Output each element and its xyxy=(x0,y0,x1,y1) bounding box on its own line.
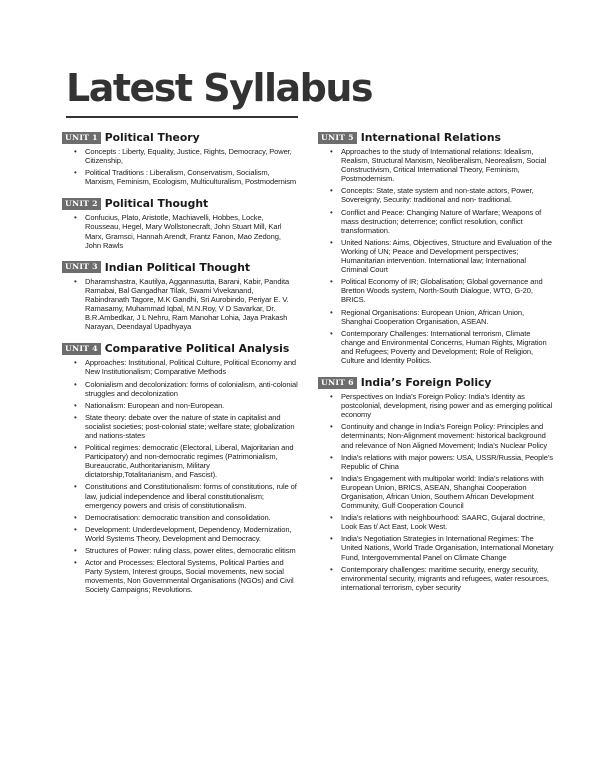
unit-badge: UNIT 3 xyxy=(62,261,101,273)
topic-item: • India’s Negotiation Strategies in International Regimes: The United Nations, World Trade Organisation, International Monetary Fund, Intergovernmental Panel on Climate Change xyxy=(330,534,554,561)
topic-item: • India’s relations with neighbourhood: SAARC, Gujaral doctrine, Look Eas t/ Act East, Look West. xyxy=(330,513,554,531)
unit-header xyxy=(62,131,298,144)
unit-badge: UNIT 4 xyxy=(62,343,101,355)
topic-item: • Approaches: Institutional, Political Culture, Political Economy and New Institutionalism; Comparative Methods xyxy=(74,358,298,376)
unit-title: Indian Political Thought xyxy=(104,260,251,274)
unit-section xyxy=(318,376,554,592)
unit-badge: UNIT 1 xyxy=(62,132,101,144)
page-title: Latest Syllabus xyxy=(66,66,373,110)
topic-item: • Actor and Processes: Electoral Systems, Political Parties and Party System, Interest groups, Social movements, new social movements, Non Governmental Organisations (NGOs) and Civil Society Campaigns; Revolutions. xyxy=(74,558,298,594)
topic-item: • Political Economy of IR; Globalisation; Global governance and Bretton Woods system, North-South Dialogue, WTO, G-20, BRICS. xyxy=(330,277,554,304)
topic-item: • Perspectives on India’s Foreign Policy: India’s Identity as postcolonial, development, rising power and as emerging political economy xyxy=(330,392,554,419)
topic-item: • Concepts : Liberty, Equality, Justice, Rights, Democracy, Power, Citizenship, xyxy=(74,147,298,165)
unit-badge: UNIT 5 xyxy=(318,132,357,144)
topic-item: • Political Traditions : Liberalism, Conservatism, Socialism, Marxism, Feminism, Ecologism, Multiculturalism, Postmodernism xyxy=(74,168,298,186)
topic-list xyxy=(62,213,298,249)
unit-section xyxy=(318,131,554,365)
topic-item: • Political regimes: democratic (Electoral, Liberal, Majoritarian and Participatory) and non-democratic regimes (Patrimonialism, Bureaucratic, Authoritarianism, Military dictatorship,Totalitarianism, and Fascist). xyxy=(74,443,298,479)
unit-title: Comparative Political Analysis xyxy=(104,342,290,356)
unit-section xyxy=(62,261,298,332)
unit-section xyxy=(62,197,298,249)
topic-list xyxy=(62,147,298,186)
unit-header xyxy=(318,376,554,389)
topic-item: • Approaches to the study of International relations: Idealism, Realism, Structural Marxism, Neoliberalism, Neorealism, Social Constructivism, Critical International Theory, Feminism, Postmodernism. xyxy=(330,147,554,183)
right-column xyxy=(318,131,554,603)
title-underline xyxy=(66,116,298,118)
topic-item: • Colonialism and decolonization: forms of colonialism, anti-colonial struggles and decolonization xyxy=(74,380,298,398)
unit-badge: UNIT 2 xyxy=(62,198,101,210)
topic-item: • Contemporary challenges: maritime security, energy security, environmental security, migrants and refugees, water resources, international terrorism, cyber security xyxy=(330,565,554,592)
topic-list xyxy=(318,147,554,365)
topic-list xyxy=(318,392,554,592)
topic-item: • Contemporary Challenges: International terrorism, Climate change and Environmental Concerns, Human Rights, Migration and Refugees; Poverty and Development; Role of Religion, Culture and Identity Politics. xyxy=(330,329,554,365)
topic-item: • Nationalism: European and non-European. xyxy=(74,401,298,410)
unit-title: India’s Foreign Policy xyxy=(360,376,492,390)
topic-item: • Concepts: State, state system and non-state actors, Power, Sovereignty, Security: traditional and non- traditional. xyxy=(330,186,554,204)
topic-item: • Continuity and change in India’s Foreign Policy: Principles and determinants; Non-Alignment movement: historical background and relevance of Non Aligned Movement; India’s Nuclear Policy xyxy=(330,422,554,449)
topic-item: • Development: Underdevelopment, Dependency, Modernization, World Systems Theory, Development and Democracy. xyxy=(74,525,298,543)
topic-item: • India’s Engagement with multipolar world: India’s relations with European Union, BRICS, ASEAN, Shanghai Cooperation Organisation, African Union, Southern African Development Community, Gulf Cooperation Council xyxy=(330,474,554,510)
unit-header xyxy=(318,131,554,144)
unit-section xyxy=(62,342,298,594)
unit-header xyxy=(62,197,298,210)
topic-item: • Conflict and Peace: Changing Nature of Warfare; Weapons of mass destruction; deterrence; conflict resolution, conflict transformation. xyxy=(330,208,554,235)
topic-item: • Constitutions and Constitutionalism: forms of constitutions, rule of law, judicial independence and liberal constitutionalism; emergency powers and crisis of constitutionalism. xyxy=(74,482,298,509)
topic-item: • Regional Organisations: European Union, African Union, Shanghai Cooperation Organisation, ASEAN. xyxy=(330,308,554,326)
unit-title: Political Theory xyxy=(104,131,200,144)
topic-item: • Confucius, Plato, Aristotle, Machiavelli, Hobbes, Locke, Rousseau, Hegel, Mary Wollstonecraft, John Stuart Mill, Karl Marx, Gramsci, Hannah Arendt, Frantz Fanon, Mao Zedong, John Rawls xyxy=(74,213,298,249)
unit-header xyxy=(62,261,298,274)
unit-section xyxy=(62,131,298,186)
topic-item: • United Nations: Aims, Objectives, Structure and Evaluation of the Working of UN; Peace and Development perspectives; Humanitarian intervention. International law; International Criminal Court xyxy=(330,238,554,274)
unit-title: Political Thought xyxy=(104,197,209,211)
unit-title: International Relations xyxy=(360,131,501,144)
topic-item: • India’s relations with major powers: USA, USSR/Russia, People’s Republic of China xyxy=(330,453,554,471)
topic-item: • State theory: debate over the nature of state in capitalist and socialist societies; post-colonial state; welfare state; globalization and nations-states xyxy=(74,413,298,440)
unit-badge: UNIT 6 xyxy=(318,377,357,389)
topic-item: • Dharamshastra, Kautilya, Aggannasutta, Barani, Kabir, Pandita Ramabai, Bal Gangadhar Tilak, Swami Vivekanand, Rabindranath Tagore, M.K Gandhi, Sri Aurobindo, Periyar E. V. Ramasamy, Muhammad Iqbal, M.N.Roy, V D Savarkar, Dr. B.R.Ambedkar, J L Nehru, Ram Manohar Lohia, Jaya Prakash Narayan, Deendayal Upadhyaya xyxy=(74,277,298,332)
unit-header xyxy=(62,342,298,355)
topic-list xyxy=(62,358,298,594)
left-column xyxy=(62,131,298,605)
topic-item: • Structures of Power: ruling class, power elites, democratic elitism xyxy=(74,546,298,555)
topic-item: • Democratisation: democratic transition and consolidation. xyxy=(74,513,298,522)
topic-list xyxy=(62,277,298,332)
